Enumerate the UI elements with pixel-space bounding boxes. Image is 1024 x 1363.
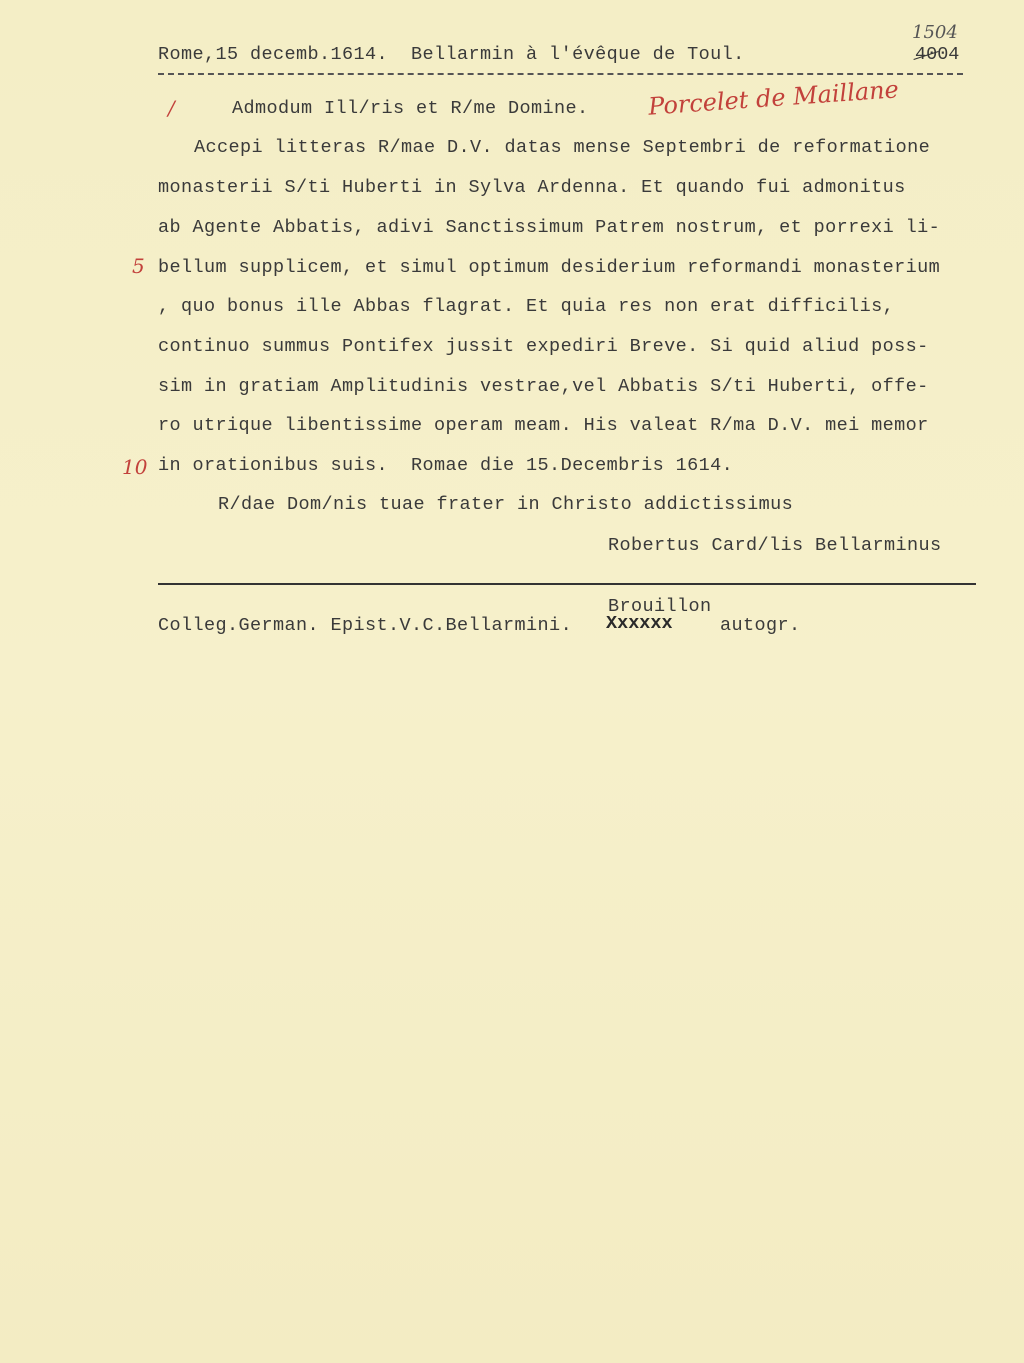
line-marker-10: 10 (122, 455, 148, 479)
footer-type: autogr. (720, 615, 801, 636)
letter-line: ro utrique libentissime operam meam. His valeat R/ma D.V. mei memor (158, 415, 929, 436)
footer-struck-word: Xxxxxx (606, 613, 673, 634)
letter-line: , quo bonus ille Abbas flagrat. Et quia res non erat difficilis, (158, 296, 895, 317)
letter-line: continuo summus Pontifex jussit expediri Breve. Si quid aliud poss- (158, 336, 929, 357)
letter-line: sim in gratiam Amplitudinis vestrae,vel Abbatis S/ti Huberti, offe- (158, 376, 929, 397)
footer-source: Colleg.German. Epist.V.C.Bellarmini. (158, 615, 573, 636)
header-rule (158, 73, 963, 75)
letter-line: in orationibus suis. Romae die 15.Decembris 1614. (158, 455, 734, 476)
footer-note-above: Brouillon (608, 596, 712, 617)
line-marker-1: / (168, 96, 175, 120)
letter-closing: R/dae Dom/nis tuae frater in Christo addictissimus (218, 494, 794, 515)
letter-line: bellum supplicem, et simul optimum desiderium reformandi monasterium (158, 257, 941, 278)
footer-rule (158, 583, 976, 585)
header-title: Rome,15 decemb.1614. Bellarmin à l'évêque de Toul. (158, 44, 745, 65)
letter-line: Accepi litteras R/mae D.V. datas mense Septembri de reformatione (194, 137, 931, 158)
letter-line: ab Agente Abbatis, adivi Sanctissimum Patrem nostrum, et porrexi li- (158, 217, 941, 238)
letter-line: monasterii S/ti Huberti in Sylva Ardenna. Et quando fui admonitus (158, 177, 906, 198)
letter-salutation: Admodum Ill/ris et R/me Domine. (232, 98, 589, 119)
recipient-annotation: Porcelet de Maillane (647, 75, 900, 121)
line-marker-5: 5 (132, 254, 145, 278)
archive-number-old: 4004 (915, 44, 960, 65)
archive-number-new: 1504 (912, 22, 958, 43)
letter-signature: Robertus Card/lis Bellarminus (608, 535, 942, 556)
